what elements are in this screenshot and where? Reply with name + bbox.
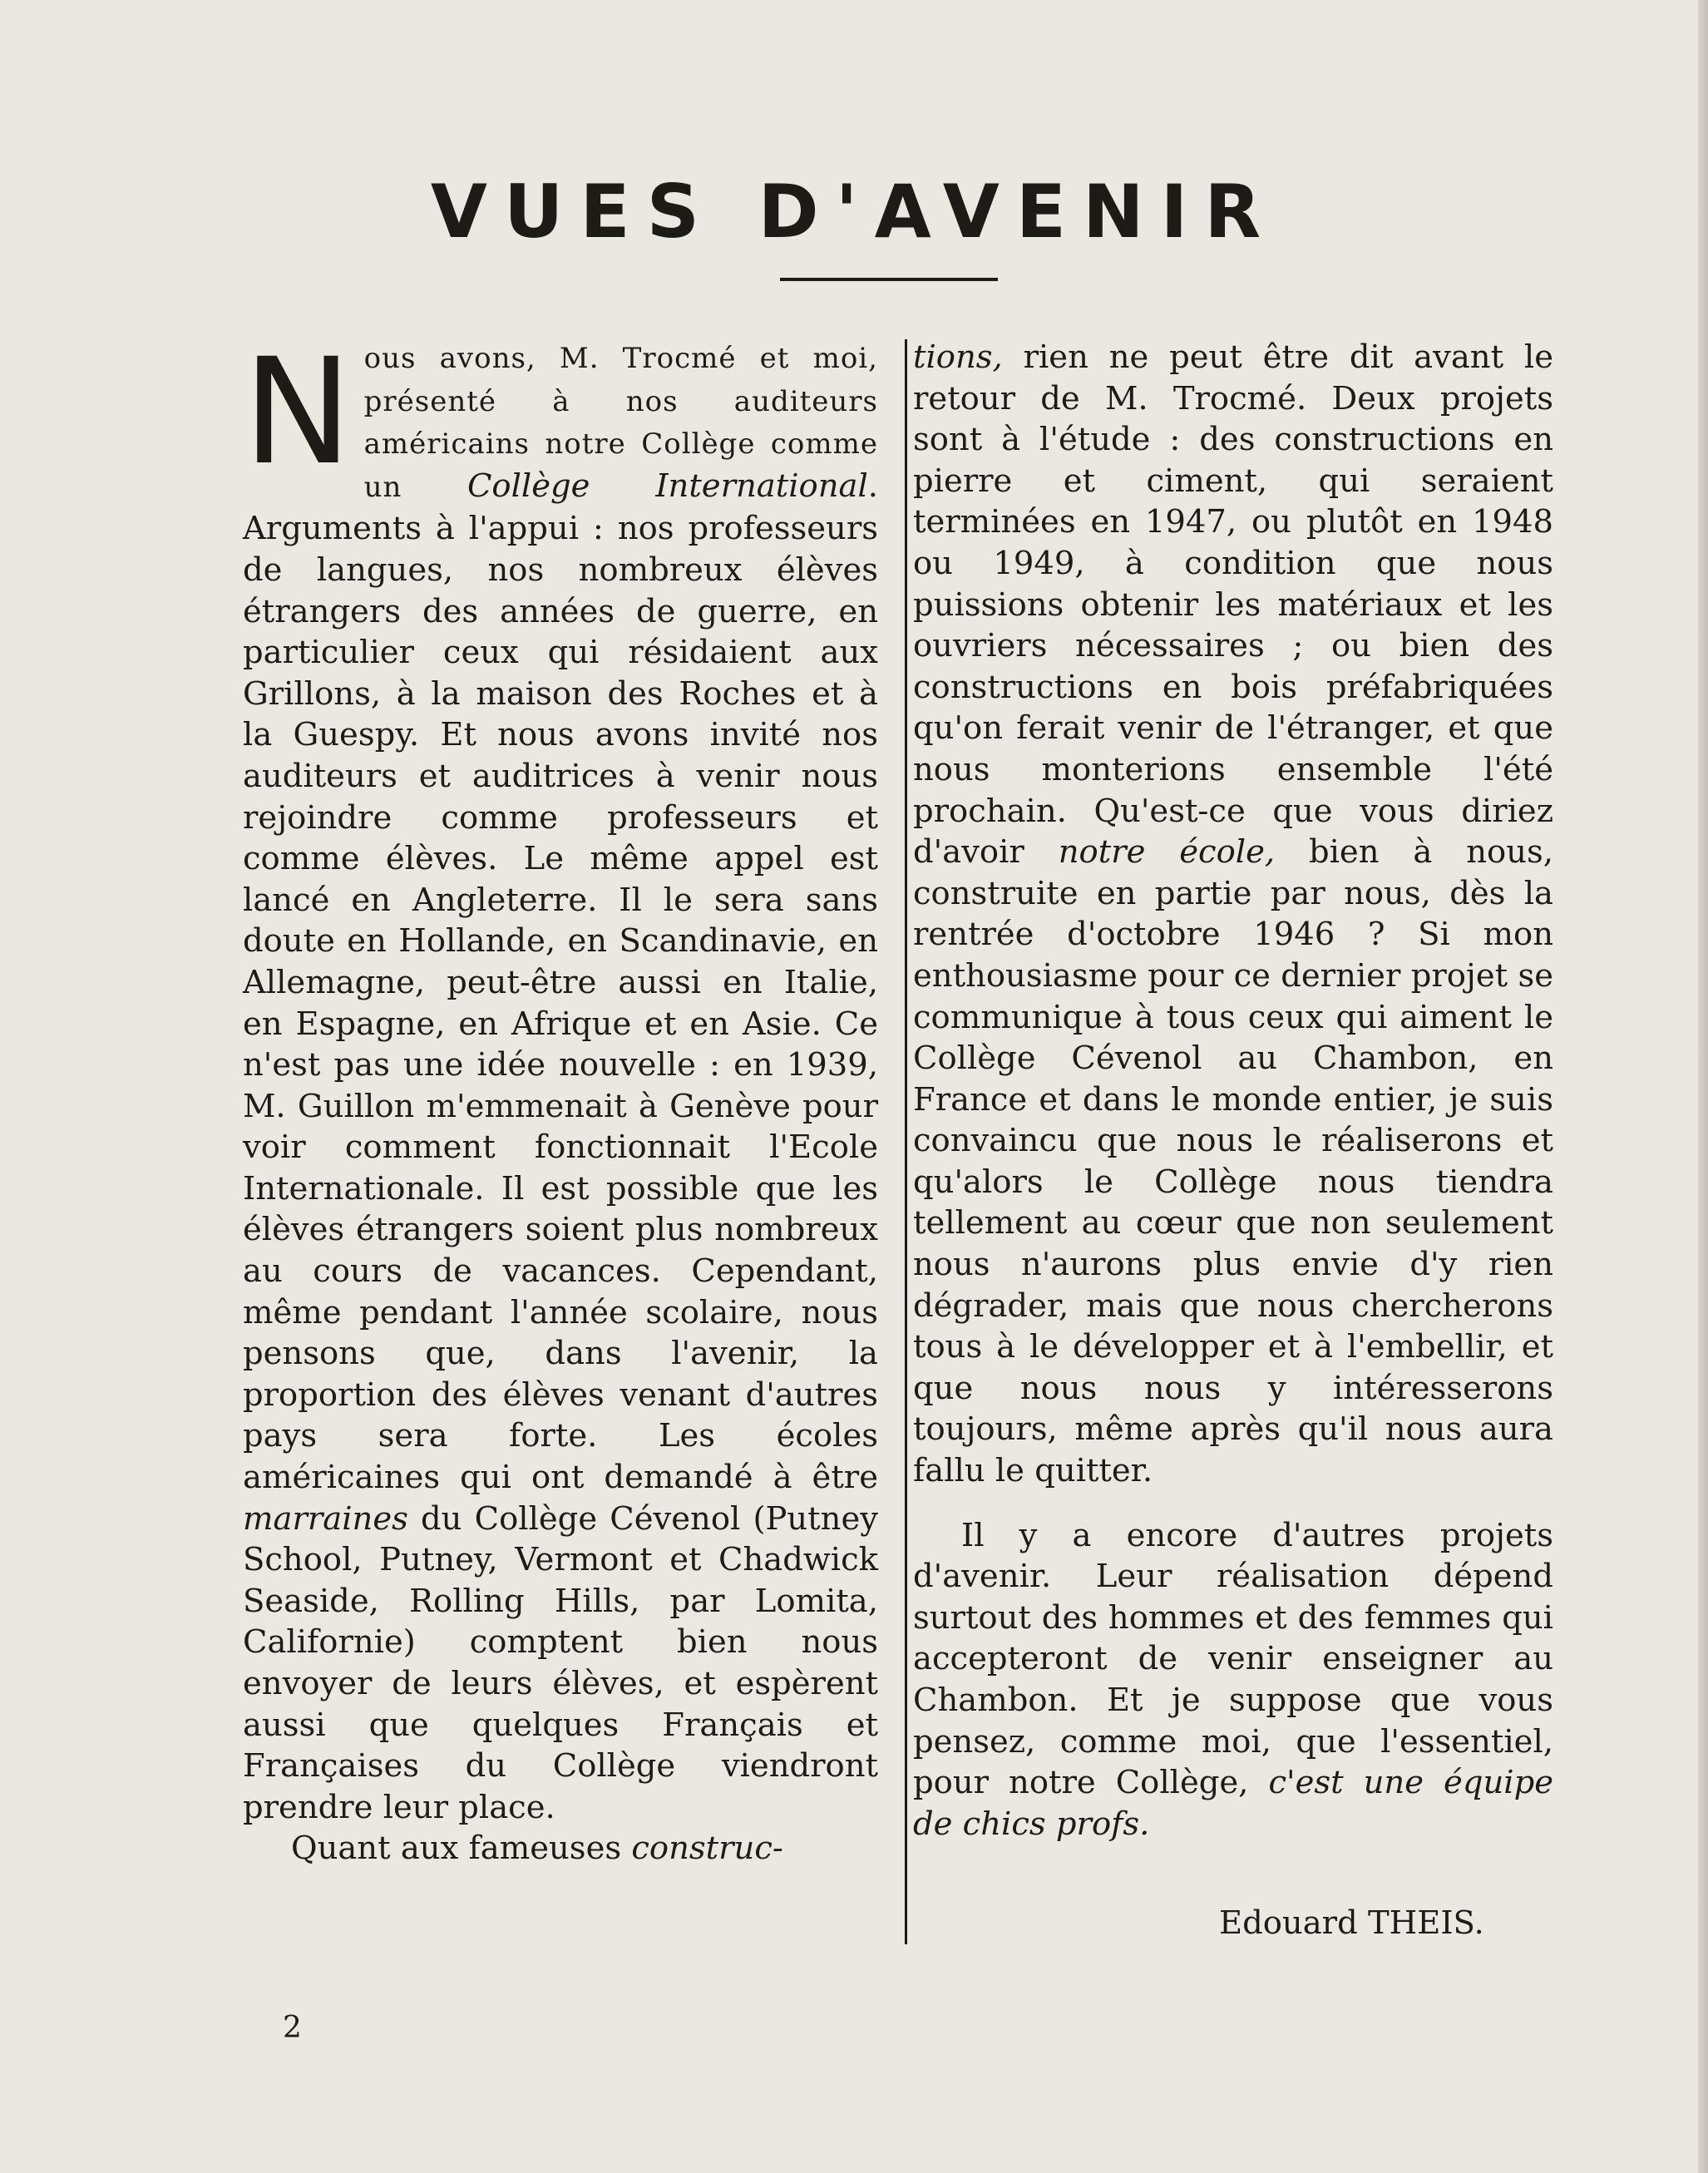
column-divider bbox=[905, 339, 907, 1944]
right-column bbox=[913, 337, 1553, 1845]
left-p2-italic: construc- bbox=[631, 1830, 783, 1868]
right-p2-italic: c'est une équipe de chics profs. bbox=[913, 1764, 1554, 1843]
title-underline bbox=[780, 278, 998, 281]
right-paragraph-2 bbox=[913, 1515, 1553, 1845]
left-column bbox=[243, 327, 879, 1869]
signature-first-name: Edouard bbox=[1219, 1904, 1358, 1942]
left-p1-italic-1: Collège International bbox=[466, 467, 868, 505]
page-title: VUES D'AVENIR bbox=[430, 169, 1278, 254]
right-p1-b: bien à nous, construite en partie par nous, dès la rentrée d'octobre 1946 ? Si mon enthousiasme pour ce dernier projet se communique à tous ceux qui aiment le Collège Cévenol au Chambon, en France et dans le monde entier, je suis convaincu que nous le réaliserons et qu'alors le Collège nous tiendra tellement au cœur que non seulement nous n'aurons plus envie d'y rien dégrader, mais que nous chercherons tous à le développer et à l'embellir, et que nous nous y intéresserons toujours, même après qu'il nous aura fallu le quitter. bbox=[913, 833, 1553, 1490]
page-number: 2 bbox=[283, 2011, 302, 2045]
left-p2-lead: Quant aux fameuses bbox=[291, 1830, 632, 1868]
right-p1-italic-1: tions, bbox=[913, 338, 1003, 376]
left-paragraph-1 bbox=[243, 327, 879, 1828]
right-p1-italic-2: notre école, bbox=[1058, 833, 1276, 872]
left-p1-lead: ous avons, M. Trocmé et moi, présenté à nos auditeurs américains notre Collège comme un bbox=[363, 342, 878, 504]
left-p1-tail: du Collège Cévenol (Putney School, Putney, Vermont et Chadwick Seaside, Rolling Hills, par Lomita, Californie) comptent bien nous envoyer de leurs élèves, et espèrent aussi que quelques Français et Françaises du Collège viendront prendre leur place. bbox=[243, 1499, 878, 1826]
right-p1-a: rien ne peut être dit avant le retour de M. Trocmé. Deux projets sont à l'étude : des constructions en pierre et ciment, qui seraient terminées en 1947, ou plutôt en 1948 ou 1949, à condition que nous puissions obtenir les matériaux et les ouvriers nécessaires ; ou bien des constructions en bois préfabriquées qu'on ferait venir de l'étranger, et que nous monterions ensemble l'été prochain. Qu'est-ce que vous diriez d'avoir bbox=[913, 338, 1553, 872]
right-p2-a: Il y a encore d'autres projets d'avenir. Leur réalisation dépend surtout des hommes et des femmes qui accepteront de venir enseigner au Chambon. Et je suppose que vous pensez, comme moi, que l'essentiel, pour notre Collège, bbox=[913, 1516, 1553, 1802]
left-p1-mid: . Arguments à l'appui : nos professeurs de langues, nos nombreux élèves étrangers des années de guerre, en particulier ceux qui résidaient aux Grillons, à la maison des Roches et à la Guespy. Et nous avons invité nos auditeurs et auditrices à venir nous rejoindre comme professeurs et comme élèves. Le même appel est lancé en Angleterre. Il le sera sans doute en Hollande, en Scandinavie, en Allemagne, peut-être aussi en Italie, en Espagne, en Afrique et en Asie. Ce n'est pas une idée nouvelle : en 1939, M. Guillon m'emmenait à Genève pour voir comment fonctionnait l'Ecole Internationale. Il est possible que les élèves étrangers soient plus nombreux au cours de vacances. Cependant, même pendant l'année scolaire, nous pensons que, dans l'avenir, la proportion des élèves venant d'autres pays sera forte. Les écoles américaines qui ont demandé à être bbox=[243, 467, 879, 1497]
drop-cap: N bbox=[243, 327, 353, 497]
left-p1-italic-2: marraines bbox=[243, 1499, 408, 1538]
right-paragraph-1 bbox=[913, 337, 1553, 1492]
left-paragraph-2 bbox=[243, 1828, 878, 1869]
signature-last-name: THEIS. bbox=[1367, 1904, 1484, 1942]
page-edge bbox=[1698, 0, 1708, 2173]
author-signature bbox=[1219, 1903, 1484, 1944]
